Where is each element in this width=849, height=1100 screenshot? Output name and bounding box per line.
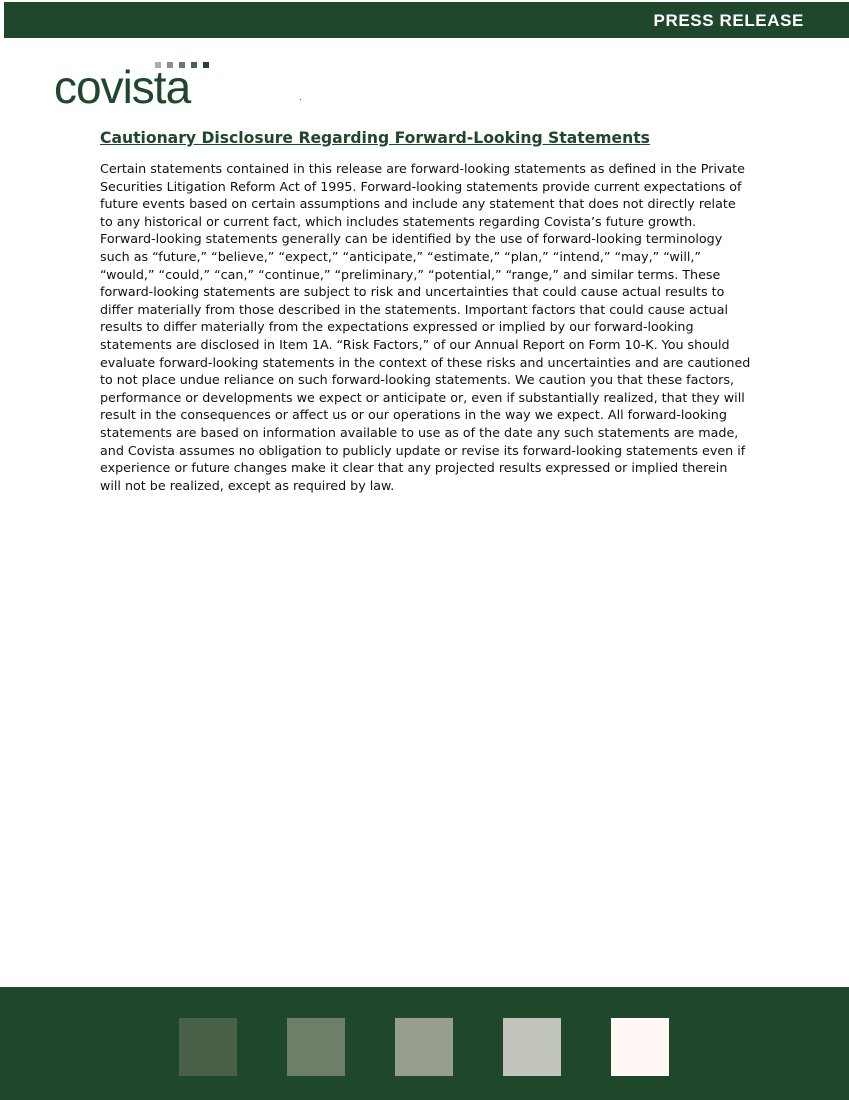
footer-swatch — [503, 1018, 561, 1076]
disclosure-paragraph: Certain statements contained in this release are forward-looking statements as defined in the Private Securities Litigation Reform Act of 1995. Forward-looking statements provide current expectations of future events based on certain assumptions and include any statement that does not directly relate to any historical or current fact, which includes statements regarding Covista’s future growth. Forward-looking statements generally can be identified by the use of forward-looking terminology such as “future,” “believe,” “expect,” “anticipate,” “estimate,” “plan,” “intend,” “may,” “will,” “would,” “could,” “can,” “continue,” “preliminary,” “potential,” “range,” and similar terms. These forward-looking statements are subject to risk and uncertainties that could cause actual results to differ materially from those described in the statements. Important factors that could cause actual results to differ materially from the expectations expressed or implied by our forward-looking statements are disclosed in Item 1A. “Risk Factors,” of our Annual Report on Form 10-K. You should evaluate forward-looking statements in the context of these risks and uncertainties and are cautioned to not place undue reliance on such forward-looking statements. We caution you that these factors, performance or developments we expect or anticipate or, even if substantially realized, that they will result in the consequences or affect us or our operations in the way we expect. All forward-looking statements are based on information available to use as of the date any such statements are made, and Covista assumes no obligation to publicly update or revise its forward-looking statements even if experience or future changes make it clear that any projected results expressed or implied therein will not be realized, except as required by law. — [100, 161, 751, 493]
press-release-label: PRESS RELEASE — [653, 11, 804, 30]
logo-square — [203, 62, 209, 68]
logo-square — [191, 62, 197, 68]
footer-bar — [0, 987, 849, 1100]
logo-wordmark: covista — [54, 61, 191, 113]
stray-mark — [300, 99, 301, 100]
header-bar — [4, 2, 849, 38]
covista-logo — [54, 62, 254, 112]
footer-swatch — [611, 1018, 669, 1076]
section-heading: Cautionary Disclosure Regarding Forward-Looking Statements — [100, 129, 650, 147]
footer-swatch — [179, 1018, 237, 1076]
footer-swatch — [395, 1018, 453, 1076]
footer-swatch — [287, 1018, 345, 1076]
